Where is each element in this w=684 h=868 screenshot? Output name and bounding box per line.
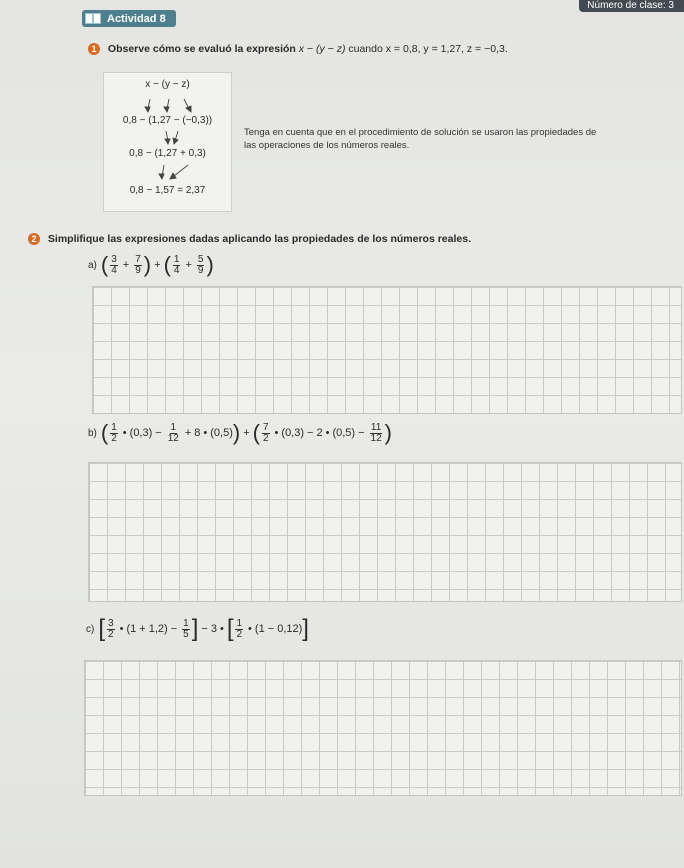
step-2: 0,8 − (1,27 − (−0,3)) bbox=[122, 115, 213, 126]
fraction: $\frac{7}{9}$ bbox=[135, 253, 141, 276]
term: 3 bbox=[210, 623, 217, 635]
expression: x − (y − z) bbox=[298, 43, 346, 55]
fraction: $\frac{5}{9}$ bbox=[197, 253, 204, 276]
question-1-text: Observe cómo se evaluó la expresión bbox=[107, 43, 296, 55]
exercise-b-label: b) bbox=[88, 427, 97, 439]
term: 8 bbox=[194, 427, 201, 439]
step-4: 0,8 − 1,57 = 2,37 bbox=[129, 185, 206, 196]
answer-grid-b[interactable] bbox=[88, 462, 682, 602]
fraction: $\frac{1}{2}$ bbox=[111, 421, 117, 444]
fraction: $\frac{1}{5}$ bbox=[183, 617, 189, 640]
exercise-c-label: c) bbox=[86, 623, 95, 635]
exercise-a-expression: a) ( $\frac{3}{4}$ + $\frac{7}{9}$ ) + ( $\frac{1}{4}$ + $\frac{5}{9}$ ) bbox=[88, 252, 214, 277]
fraction: $\frac{1}{12}$ bbox=[167, 421, 179, 444]
term: (1 + 1,2) bbox=[126, 623, 168, 635]
term: (0,5) bbox=[332, 427, 356, 439]
variable-values: x = 0,8, y = 1,27, z = −0,3. bbox=[385, 43, 508, 55]
question-number-badge: 2 bbox=[28, 233, 40, 245]
step-3: 0,8 − (1,27 + 0,3) bbox=[129, 148, 206, 159]
question-number-badge: 1 bbox=[88, 43, 100, 55]
fraction: $\frac{3}{2}$ bbox=[108, 617, 114, 640]
activity-title: Actividad 8 bbox=[107, 12, 166, 25]
question-1-prompt bbox=[88, 43, 508, 55]
step-1: x − (y − z) bbox=[145, 79, 190, 90]
procedure-note: Tenga en cuenta que en el procedimiento de solución se usaron las propiedades de las operaciones de los números reales. bbox=[244, 127, 597, 151]
term: (0,3) bbox=[281, 427, 305, 439]
evaluation-steps-box bbox=[103, 72, 232, 212]
class-number-label: Número de clase: 3 bbox=[579, 0, 684, 12]
condition-word: cuando bbox=[348, 43, 383, 55]
activity-header bbox=[82, 10, 176, 27]
book-icon bbox=[85, 13, 101, 24]
exercise-a-label: a) bbox=[88, 259, 97, 271]
exercise-b-expression: b) ( $\frac{1}{2}$ • (0,3) − $\frac{1}{12}$ + 8 • (0,5) ) + ( $\frac{7}{2}$ • (0,3) − 2 • (0,5) − $\frac{11}{12}$ ) bbox=[88, 420, 392, 445]
fraction: $\frac{7}{2}$ bbox=[262, 421, 269, 444]
fraction: $\frac{3}{4}$ bbox=[111, 253, 117, 276]
term: (0,3) bbox=[129, 427, 153, 439]
answer-grid-c[interactable] bbox=[84, 660, 682, 796]
term: (1 − 0,12) bbox=[254, 623, 303, 635]
question-2-prompt bbox=[28, 233, 471, 245]
term: (0,5) bbox=[210, 427, 233, 439]
question-2-text: Simplifique las expresiones dadas aplicando las propiedades de los números reales. bbox=[47, 233, 471, 245]
exercise-c-expression: c) [ $\frac{3}{2}$ • (1 + 1,2) − $\frac{1}{5}$ ] − 3 • [ $\frac{1}{2}$ • (1 − 0,12) ] bbox=[86, 615, 309, 642]
answer-grid-a[interactable] bbox=[92, 286, 682, 414]
fraction: $\frac{1}{4}$ bbox=[173, 253, 180, 276]
fraction: $\frac{11}{12}$ bbox=[370, 421, 382, 444]
term: 2 bbox=[316, 427, 323, 439]
fraction: $\frac{1}{2}$ bbox=[236, 617, 243, 640]
